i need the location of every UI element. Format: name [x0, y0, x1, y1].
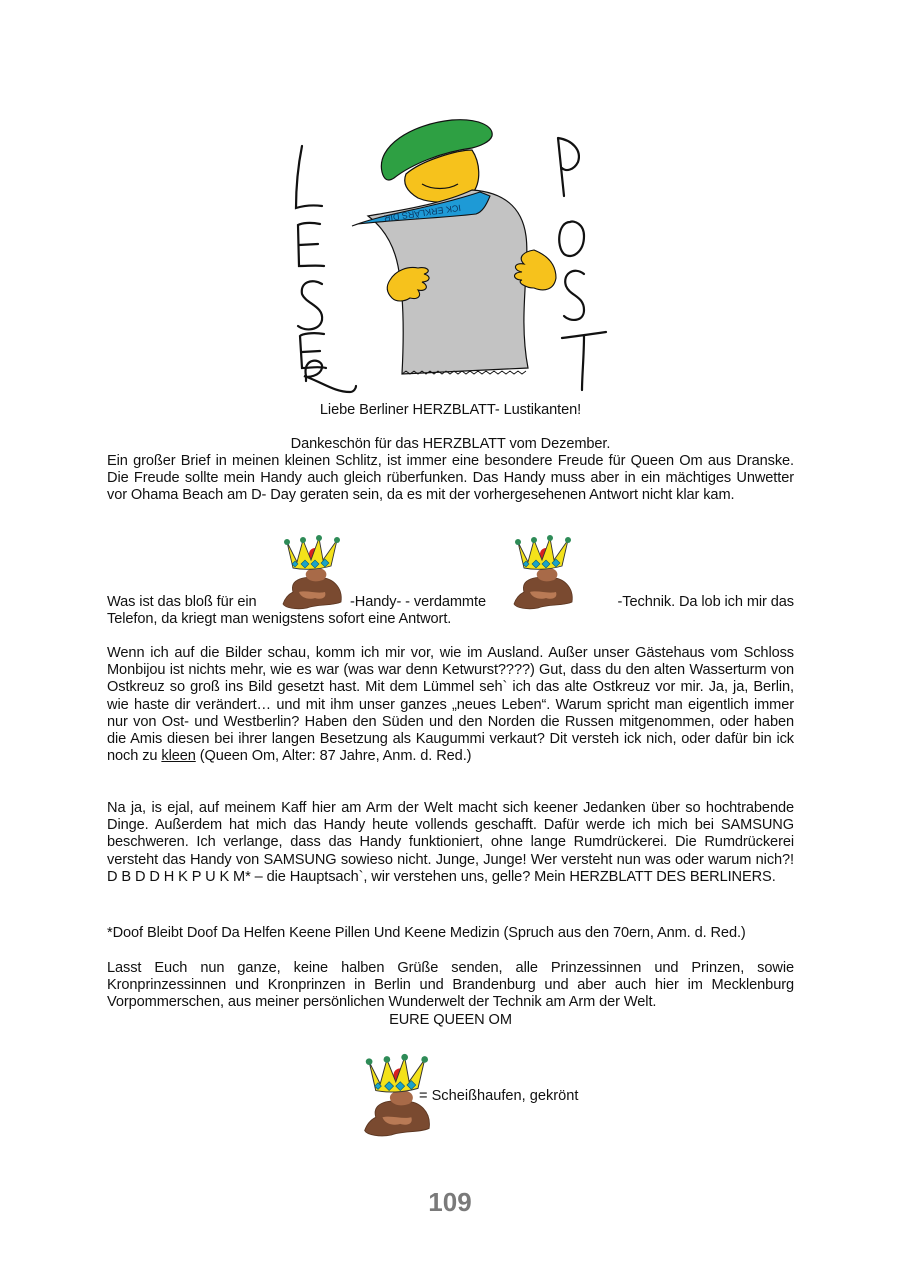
paragraph-3: [107, 645, 794, 765]
paragraph-3-annotation: (Queen Om, Alter: 87 Jahre, Anm. d. Red.): [195, 748, 472, 765]
underlined-word: kleen: [161, 748, 196, 765]
logo-word-leser: [296, 146, 356, 392]
paragraph-3-text: Wenn ich auf die Bilder schau, komm ich mir vor, wie im Ausland. Außer unser Gästehaus vom Schloss Monbijou ist nichts mehr, wie es war (was war denn Ketwurst????) Gut, dass du den alten Wasserturm von Ostkreuz so groß ins Bild gesetzt hast. Mit dem Lümmel seh` ich das alte Ostkreuz vor mir. Ja, ja, Berlin, wie haste dir verändert… und mit ihm unser ganzes „neues Leben“. Warum spricht man eigentlich immer nur von Ost- und Westberlin? Haben den Süden und den Norden die Russen mitgenommen, oder haben die Amis diesen bei ihrer langen Besetzung als Kaugummi verkaut? Dit versteh ick nich, oder dafür bin ick noch zu: [107, 645, 794, 765]
salutation: Liebe Berliner HERZBLATT- Lustikanten!: [319, 402, 582, 418]
logo-word-post: [558, 138, 606, 390]
paragraph-5: Lasst Euch nun ganze, keine halben Grüße senden, alle Prinzessinnen und Prinzen, sowie Kronprinzessinnen und Kronprinzen in Berlin und Brandenburg und aber auch hier im Mecklenburg Vorpommerschen, aus meiner persönlichen Wunderwelt der Technik am Arm der Welt.: [107, 960, 794, 1011]
footnote: *Doof Bleibt Doof Da Helfen Keene Pillen Und Keene Medizin (Spruch aus den 70ern, Anm. d. Red.): [107, 925, 746, 941]
paragraph-4: Na ja, is ejal, auf meinem Kaff hier am Arm der Welt macht sich keener Jedanken über so hochtrabende Dinge. Außerdem hat mich das Handy heute vollends geschafft. Dafür werde ich mich bei SAMSUNG beschweren. Ich verlange, dass das Handy funktioniert, ohne lange Rumdrückerei. Die Rumdrückerei versteht das Handy von SAMSUNG sowieso nicht. Junge, Junge! Wer versteht nun was oder warum nich?! D B D D H K P U K M* – die Hauptsach`, wir verstehen uns, gelle? Mein HERZBLATT DES BERLINERS.: [107, 800, 794, 885]
leserpost-logo: [272, 106, 628, 398]
thanks-line: Dankeschön für das HERZBLATT vom Dezember.: [290, 436, 611, 452]
paragraph-2: [107, 594, 794, 628]
icon-legend: = Scheißhaufen, gekrönt: [419, 1088, 579, 1104]
paragraph-2-part-1: Was ist das bloß für ein: [107, 594, 257, 610]
logo-banner-text: ICK ERKLÄRS DIR: [383, 202, 462, 224]
paragraph-2-part-3: -Technik. Da lob ich mir das: [617, 594, 794, 610]
paragraph-1: Ein großer Brief in meinen kleinen Schlitz, ist immer eine besondere Freude für Queen Om aus Dranske. Die Freude sollte mein Handy auch gleich rüberfunken. Das Handy muss aber in ein mächtiges Unwetter vor Ohama Beach am D- Day geraten sein, da es mit der vorhergesehenen Antwort nicht klar kam.: [107, 453, 794, 504]
page-number: 109: [428, 1187, 472, 1217]
signature: EURE QUEEN OM: [389, 1012, 512, 1028]
paragraph-2-line-2: Telefon, da kriegt man wenigstens sofort eine Antwort.: [107, 611, 452, 628]
paragraph-2-part-2: -Handy- - verdammte: [350, 594, 486, 610]
